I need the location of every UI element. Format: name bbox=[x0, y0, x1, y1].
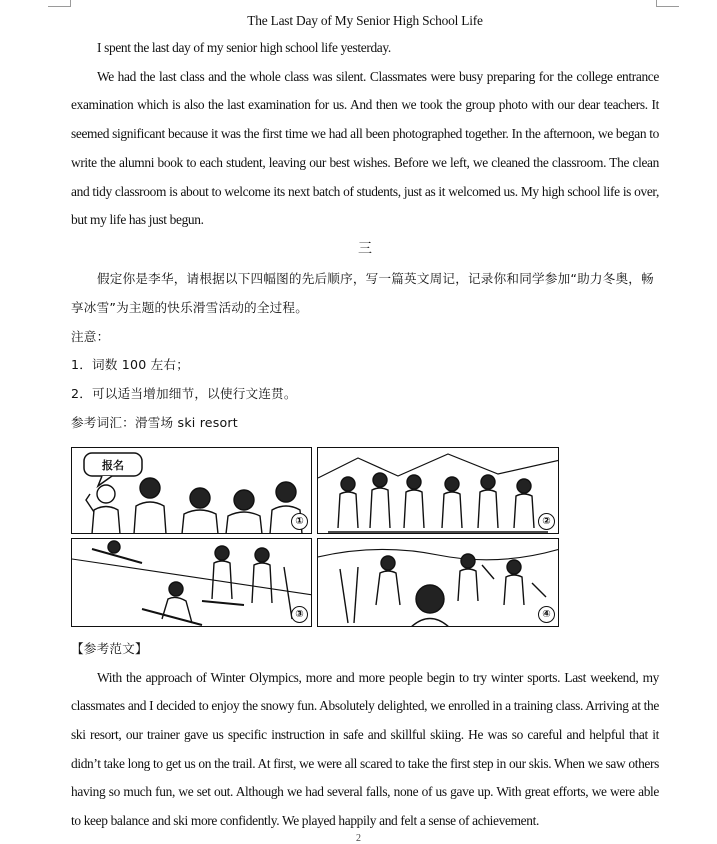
document-page bbox=[71, 8, 659, 836]
picture-panel-2 bbox=[317, 447, 559, 534]
skiing-fun-illustration bbox=[318, 539, 559, 627]
reference-vocabulary: 参考词汇：滑雪场 ski resort bbox=[71, 414, 238, 430]
note-item-1: 1．词数 100 左右； bbox=[71, 357, 190, 373]
page-corner-mark-left bbox=[48, 0, 71, 7]
page-corner-mark-right bbox=[656, 0, 679, 7]
essay-paragraph-1: I spent the last day of my senior high school life yesterday. bbox=[97, 40, 391, 55]
section-marker: 三 bbox=[358, 241, 372, 257]
essay-title: The Last Day of My Senior High School Life bbox=[247, 13, 483, 28]
sample-essay: With the approach of Winter Olympics, more and more people begin to try winter sports. Last weekend, my classmates and I decided to enjoy the snowy fun. Absolutely delighted, we enrolled in a training class. Arriving at the ski resort, our trainer gave us specific instruction in safe and skillful skiing. He was so careful and helpful that it didn’t take long to get us on the trail. At first, we were all scared to take the first step in our skis. When we saw others having so much fun, we set out. Although we had several falls, none of us gave up. With great efforts, we were able to keep balance and ski more confidently. We played happily and felt a sense of achievement. bbox=[71, 669, 659, 829]
ski-resort-arrival-illustration bbox=[318, 448, 559, 534]
notes-heading: 注意： bbox=[71, 328, 110, 344]
panel-number-3: ③ bbox=[291, 606, 308, 623]
bubble-text: 报名 bbox=[102, 458, 124, 472]
task-prompt: 假定你是李华，请根据以下四幅图的先后顺序，写一篇英文周记，记录你和同学参加“助力冬奥，畅享冰雪”为主题的快乐滑雪活动的全过程。 bbox=[71, 270, 654, 315]
four-panel-picture bbox=[71, 447, 559, 627]
essay-paragraph-2: We had the last class and the whole class was silent. Classmates were busy preparing for the college entrance examination which is also the last examination for us. And then we took the group photo with our dear teachers. It seemed significant because it was the first time we had all been photographed together. In the afternoon, we began to write the alumni book to each student, leaving our best wishes. Before we left, we cleaned the classroom. The clean and tidy classroom is about to welcome its next batch of students, just as it welcomed us. My high school life is over, but my life has just begun. bbox=[71, 68, 659, 228]
sample-heading: 【参考范文】 bbox=[71, 640, 148, 656]
picture-panel-3 bbox=[71, 538, 312, 627]
panel-number-1: ① bbox=[291, 513, 308, 530]
note-item-2: 2．可以适当增加细节，以使行文连贯。 bbox=[71, 386, 297, 402]
page-number: 2 bbox=[356, 833, 361, 844]
picture-panel-4 bbox=[317, 538, 559, 627]
ski-lesson-illustration bbox=[72, 539, 312, 627]
picture-panel-1 bbox=[71, 447, 312, 534]
panel-number-2: ② bbox=[538, 513, 555, 530]
panel-number-4: ④ bbox=[538, 606, 555, 623]
sign-up-illustration bbox=[72, 448, 312, 534]
